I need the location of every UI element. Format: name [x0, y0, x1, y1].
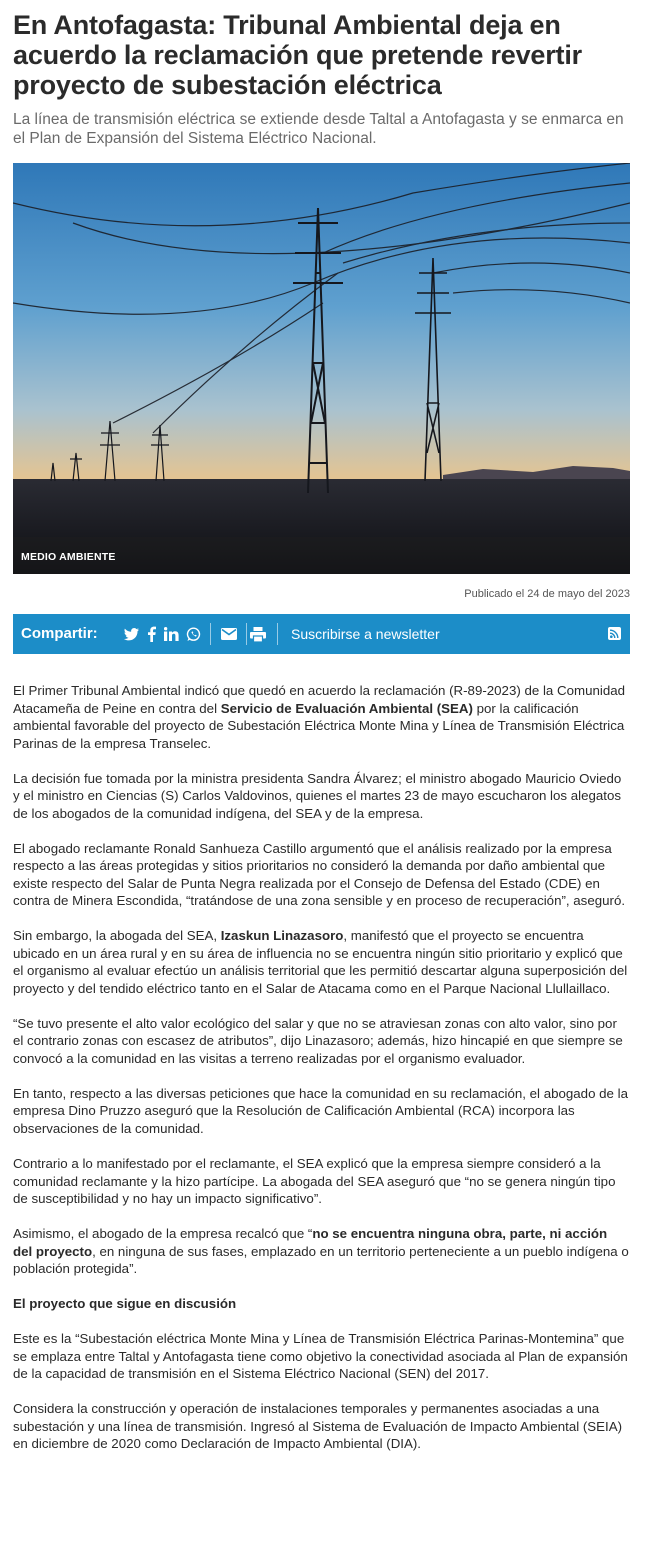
share-label: Compartir: [21, 625, 98, 642]
print-icon[interactable] [249, 624, 267, 644]
twitter-icon[interactable] [123, 624, 139, 644]
share-separator [210, 623, 211, 645]
power-lines-photo [13, 163, 630, 574]
paragraph: Este es la “Subestación eléctrica Monte Mina y Línea de Transmisión Eléctrica Parinas-Montemina” que se emplaza entre Taltal y Antofagasta tiene como objetivo la conectividad asociada al Plan de expansión de la capacidad de transmisión en el Sistema Eléctrico Nacional (SEN) del 2017. [13, 1331, 628, 1382]
paragraph: Sin embargo, la abogada del SEA, Izaskun Linazasoro, manifestó que el proyecto se encuentra ubicado en un área rural y en su área de influencia no se encuentra ningún sitio prioritario y explicó que el organismo al evaluar efectúo un análisis territorial que les permitió descartar alguna superposición del proyecto y del tendido eléctrico tanto en el Salar de Atacama como en el Parque Nacional Llullaillaco. [13, 928, 628, 996]
paragraph: El abogado reclamante Ronald Sanhueza Castillo argumentó que el análisis realizado por la empresa respecto a las áreas protegidas y sitios prioritarios no consideró la demanda por daño ambiental que existe respecto del Salar de Punta Negra realizada por el Consejo de Defensa del Estado (CDE) en contra de Minera Escondida, “tratándose de una zona sensible y en proceso de recuperación”, aseguró. [13, 840, 626, 909]
share-separator [246, 623, 247, 645]
bold-text: Servicio de Evaluación Ambiental (SEA) [220, 700, 473, 716]
rss-icon[interactable] [608, 627, 621, 640]
article-body [13, 682, 630, 1453]
article-subtitle: La línea de transmisión eléctrica se extiende desde Taltal a Antofagasta y se enmarca en el Plan de Expansión del Sistema Eléctrico Nacional. [13, 111, 624, 147]
paragraph: Considera la construcción y operación de instalaciones temporales y permanentes asociadas a una subestación y una línea de transmisión. Ingresó al Sistema de Evaluación de Impacto Ambiental (SEIA) en diciembre de 2020 como Declaración de Impacto Ambiental (DIA). [13, 1401, 623, 1452]
image-category-bar [13, 537, 630, 574]
paragraph: “Se tuvo presente el alto valor ecológico del salar y que no se atraviesan zonas con alto valor, sino por el contrario zonas con escasez de atributos”, dijo Linazasoro; además, hizo hincapié en que siempre se convocó a la comunidad en las visitas a terreno realizadas por el organismo evaluador. [13, 1015, 623, 1066]
linkedin-icon[interactable] [163, 624, 179, 644]
published-date: Publicado el 24 de mayo del 2023 [464, 588, 630, 600]
share-separator [277, 623, 278, 645]
facebook-icon[interactable] [145, 624, 157, 644]
article-title: En Antofagasta: Tribunal Ambiental deja en acuerdo la reclamación que pretende revertir proyecto de subestación eléctrica [13, 10, 582, 100]
paragraph: El Primer Tribunal Ambiental indicó que quedó en acuerdo la reclamación (R-89-2023) de la Comunidad Atacameña de Peine en contra del Servicio de Evaluación Ambiental (SEA) por la calificación ambiental favorable del proyecto de Subestación Eléctrica Monte Mina y Línea de Transmisión Eléctrica Parinas de la empresa Transelec. [13, 683, 626, 751]
paragraph: Contrario a lo manifestado por el reclamante, el SEA explicó que la empresa siempre consideró a la comunidad reclamante y la hizo partícipe. La abogada del SEA aseguró que “no se genera ningún tipo de susceptibilidad y no hay un impacto significativo”. [13, 1156, 616, 1207]
section-heading: El proyecto que sigue en discusión [13, 1296, 237, 1312]
newsletter-subscribe-link[interactable]: Suscribirse a newsletter [291, 626, 440, 642]
bold-text: no se encuentra ninguna obra, parte, ni acción del proyecto [13, 1226, 608, 1259]
paragraph: Asimismo, el abogado de la empresa recalcó que “no se encuentra ninguna obra, parte, ni acción del proyecto, en ninguna de sus fases, emplazado en un territorio perteneciente a un pueblo indígena o población protegida”. [13, 1226, 629, 1277]
paragraph: En tanto, respecto a las diversas peticiones que hace la comunidad en su reclamación, el abogado de la empresa Dino Pruzzo aseguró que la Resolución de Calificación Ambiental (RCA) incorpora las observaciones de la comunidad. [13, 1085, 629, 1136]
paragraph: La decisión fue tomada por la ministra presidenta Sandra Álvarez; el ministro abogado Mauricio Oviedo y el ministro en Ciencias (S) Carlos Valdovinos, quienes el martes 23 de mayo escucharon los alegatos de los abogados de la comunidad indígena, del SEA y de la empresa. [13, 770, 622, 821]
email-icon[interactable] [220, 624, 238, 644]
whatsapp-icon[interactable] [185, 624, 201, 644]
hero-image[interactable] [13, 163, 630, 574]
share-bar [13, 614, 630, 654]
bold-text: Izaskun Linazasoro [220, 928, 344, 944]
article [13, 10, 630, 1453]
image-category-label: MEDIO AMBIENTE [21, 551, 116, 563]
